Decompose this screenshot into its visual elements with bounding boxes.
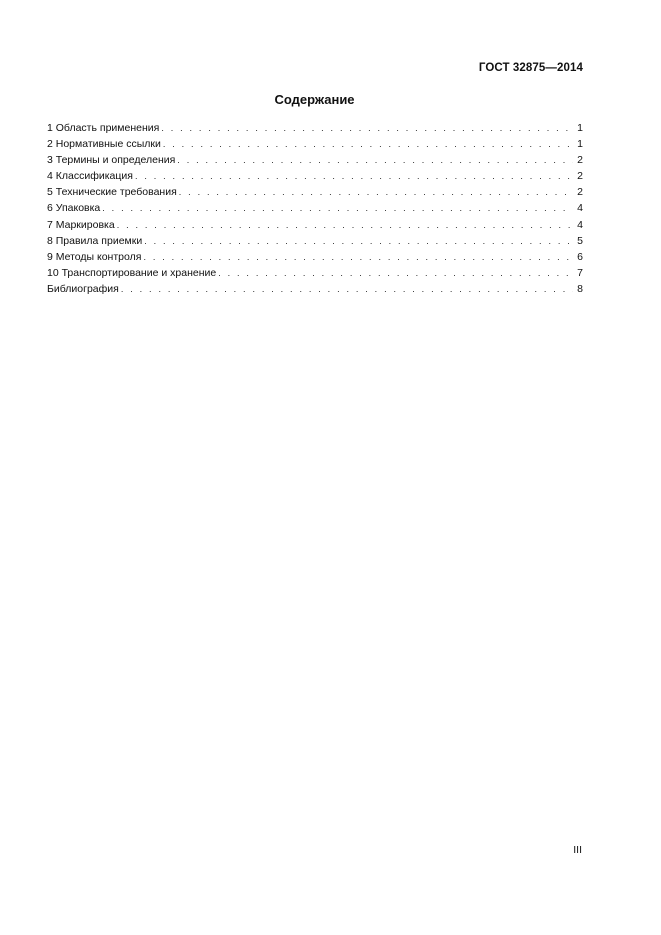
toc-entry[interactable] [47,184,583,200]
toc-leader-dots [143,249,573,265]
toc-entry[interactable] [47,136,583,152]
toc-entry-page: 2 [577,186,583,199]
toc-leader-dots [218,265,573,281]
toc-entry-label: 5 Технические требования [47,186,177,199]
toc-entry[interactable] [47,265,583,281]
toc-entry[interactable] [47,120,583,136]
toc-leader-dots [117,217,573,233]
toc-entry-label: 2 Нормативные ссылки [47,138,161,151]
toc-entry[interactable] [47,249,583,265]
toc-entry-page: 4 [577,218,583,231]
toc-entry-page: 1 [577,138,583,151]
toc-entry[interactable] [47,233,583,249]
toc-entry-label: 6 Упаковка [47,202,101,215]
toc-leader-dots [163,136,573,152]
toc-entry-page: 7 [577,266,583,279]
toc-title: Содержание [274,92,355,107]
toc-entry-label: 7 Маркировка [47,218,115,231]
toc-entry-label: 10 Транспортирование и хранение [47,266,217,279]
toc-leader-dots [102,200,573,216]
toc-leader-dots [144,233,573,249]
toc-leader-dots [135,168,573,184]
toc-entry-label: 1 Область применения [47,122,160,134]
toc-entry-label: Библиография [47,282,119,295]
toc-entry-page: 5 [577,234,583,247]
document-code: ГОСТ 32875—2014 [478,62,583,74]
toc-entry-page: 1 [577,122,583,134]
toc-leader-dots [177,152,573,168]
toc-entry-label: 8 Правила приемки [47,234,143,247]
toc-entry[interactable] [47,281,583,297]
toc-entry[interactable] [47,200,583,216]
toc-entry-label: 3 Термины и определения [47,154,176,167]
toc-entry-page: 4 [577,202,583,215]
toc-entry[interactable] [47,152,583,168]
toc-entry[interactable] [47,217,583,233]
toc-leader-dots [161,120,573,136]
toc-entry-page: 2 [577,170,583,183]
toc-entry-page: 8 [577,282,583,295]
toc-entry[interactable] [47,168,583,184]
toc-entry-label: 4 Классификация [47,170,133,183]
toc-leader-dots [121,281,573,297]
toc-entry-label: 9 Методы контроля [47,250,142,263]
toc-entry-page: 2 [577,154,583,167]
table-of-contents [47,120,583,297]
toc-entry-page: 6 [577,250,583,263]
page-number: III [573,844,582,856]
toc-leader-dots [179,184,573,200]
